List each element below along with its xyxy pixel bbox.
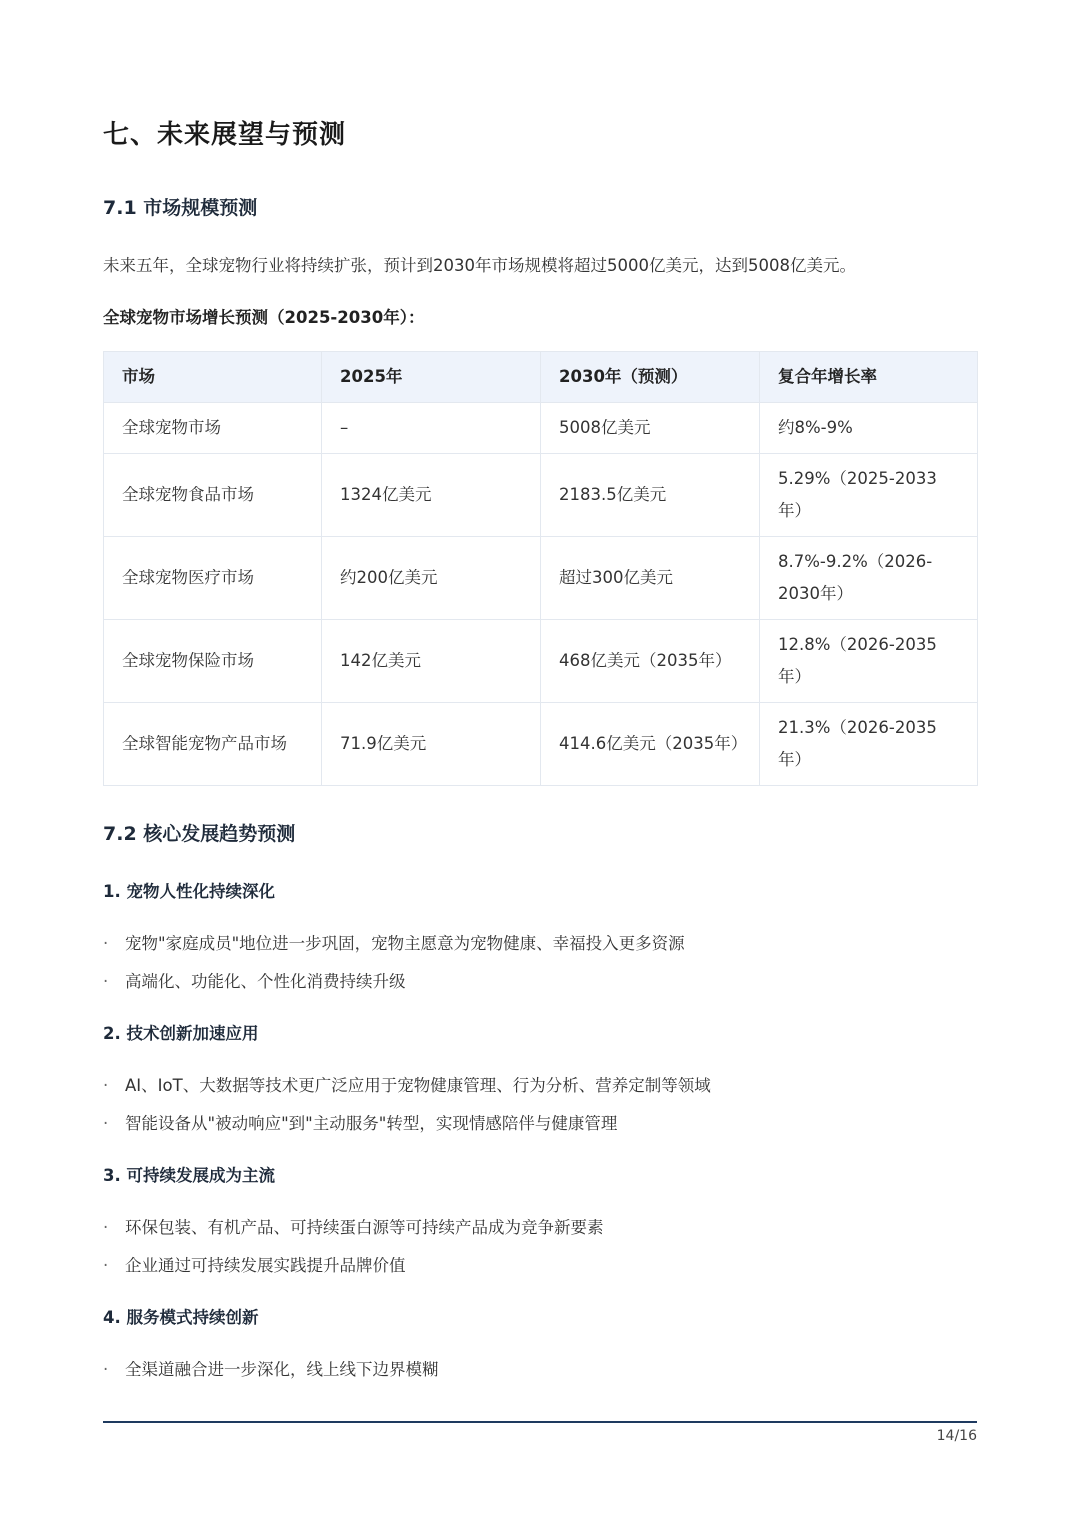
table-header-cell: 市场 [104, 352, 322, 403]
bullet-dot-icon: · [103, 1360, 109, 1379]
trend-title: 4. 服务模式持续创新 [103, 1308, 259, 1327]
table-cell: 414.6亿美元（2035年） [541, 703, 760, 786]
page-number: 14/16 [936, 1428, 977, 1444]
market-forecast-table [103, 351, 978, 786]
subsection-title-7-2: 7.2 核心发展趋势预测 [103, 823, 296, 845]
market-forecast-paragraph: 未来五年，全球宠物行业将持续扩张，预计到2030年市场规模将超过5000亿美元，达到5008亿美元。 [103, 256, 856, 275]
trend-title: 3. 可持续发展成为主流 [103, 1166, 275, 1185]
list-item-text: 全渠道融合进一步深化，线上线下边界模糊 [125, 1360, 439, 1379]
list-item-text: 智能设备从"被动响应"到"主动服务"转型，实现情感陪伴与健康管理 [125, 1114, 618, 1133]
table-cell: 全球宠物食品市场 [104, 454, 322, 537]
table-cell: 468亿美元（2035年） [541, 620, 760, 703]
list-item-text: 环保包装、有机产品、可持续蛋白源等可持续产品成为竞争新要素 [125, 1218, 604, 1237]
subsection-title-7-1: 7.1 市场规模预测 [103, 197, 258, 219]
list-item [103, 968, 406, 992]
list-item [103, 1356, 439, 1380]
table-cell: 8.7%-9.2%（2026-2030年） [760, 537, 978, 620]
table-cell: 71.9亿美元 [322, 703, 541, 786]
list-item-text: 高端化、功能化、个性化消费持续升级 [125, 972, 406, 991]
table-header-cell: 2025年 [322, 352, 541, 403]
table-cell: 超过300亿美元 [541, 537, 760, 620]
table-cell: 全球宠物医疗市场 [104, 537, 322, 620]
bullet-dot-icon: · [103, 934, 109, 953]
table-cell: 全球宠物市场 [104, 403, 322, 454]
table-cell: 1324亿美元 [322, 454, 541, 537]
table-header-cell: 2030年（预测） [541, 352, 760, 403]
list-item [103, 1252, 406, 1276]
bullet-dot-icon: · [103, 972, 109, 991]
bullet-dot-icon: · [103, 1076, 109, 1095]
section-title: 七、未来展望与预测 [103, 120, 347, 150]
table-cell: 142亿美元 [322, 620, 541, 703]
table-cell: 约8%-9% [760, 403, 978, 454]
table-cell: 12.8%（2026-2035年） [760, 620, 978, 703]
trend-title: 1. 宠物人性化持续深化 [103, 882, 275, 901]
list-item [103, 930, 685, 954]
bullet-dot-icon: · [103, 1114, 109, 1133]
bullet-dot-icon: · [103, 1218, 109, 1237]
table-header-row [104, 352, 978, 403]
table-row [104, 620, 978, 703]
list-item-text: 企业通过可持续发展实践提升品牌价值 [125, 1256, 406, 1275]
table-caption: 全球宠物市场增长预测（2025-2030年）： [103, 308, 425, 327]
table-cell: – [322, 403, 541, 454]
table-cell: 5.29%（2025-2033年） [760, 454, 978, 537]
table-cell: 2183.5亿美元 [541, 454, 760, 537]
footer-divider [103, 1421, 977, 1423]
table-cell: 21.3%（2026-2035年） [760, 703, 978, 786]
table-cell: 全球宠物保险市场 [104, 620, 322, 703]
table-header-cell: 复合年增长率 [760, 352, 978, 403]
list-item-text: 宠物"家庭成员"地位进一步巩固，宠物主愿意为宠物健康、幸福投入更多资源 [125, 934, 685, 953]
list-item-text: AI、IoT、大数据等技术更广泛应用于宠物健康管理、行为分析、营养定制等领域 [125, 1076, 711, 1095]
list-item [103, 1214, 604, 1238]
trend-title: 2. 技术创新加速应用 [103, 1024, 259, 1043]
table-cell: 全球智能宠物产品市场 [104, 703, 322, 786]
table-row [104, 703, 978, 786]
table-cell: 约200亿美元 [322, 537, 541, 620]
list-item [103, 1072, 711, 1096]
list-item [103, 1110, 617, 1134]
table-row [104, 403, 978, 454]
table-row [104, 454, 978, 537]
table-row [104, 537, 978, 620]
bullet-dot-icon: · [103, 1256, 109, 1275]
table-cell: 5008亿美元 [541, 403, 760, 454]
